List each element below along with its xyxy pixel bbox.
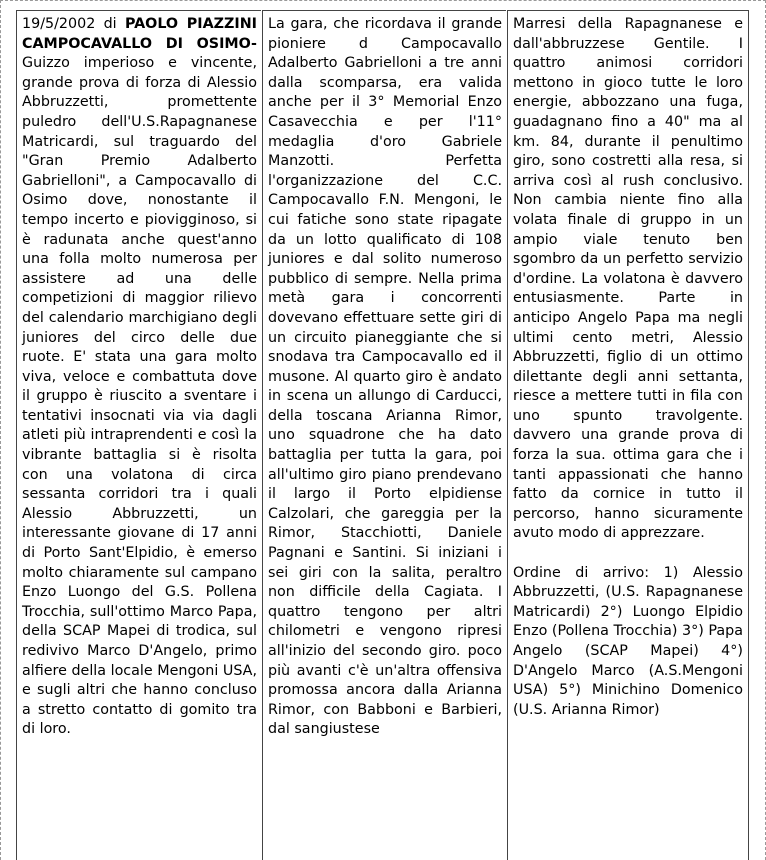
article-body-3: Marresi della Rapagnanese e dall'abbruzzese Gentile. I quattro animosi corridori mettono in gioco tutte le loro energie, abbozzano una fuga, guadagnano fino a 40" ma al km. 84, durante il penultimo giro, sono costretti alla resa, si arriva così al rush conclusivo. Non cambia niente fino alla volata finale di gruppo in un ampio viale tenuto ben sgombro da un perfetto servizio d'ordine. La volatona è davvero entusiasmente. Parte in anticipo Angelo Papa ma negli ultimi cento metri, Alessio Abbruzzetti, figlio di un ottimo dilettante degli anni settanta, riesce a mettere tutti in fila con uno spunto travolgente. davvero una grande prova di forza la sua. ottima gara che i tanti appassionati che hanno fatto da cornice in tutto il percorso, hanno sicuramente avuto modo di apprezzare. [513,16,743,542]
article-place: CAMPOCAVALLO DI OSIMO- [22,35,257,52]
article-body-2: La gara, che ricordava il grande pioniere d Campocavallo Adalberto Gabrielloni a tre anni dalla scomparsa, era valida anche per il 3° Memorial Enzo Casavecchia e per l'11° medaglia d'oro Gabriele Manzotti. Perfetta l'organizzazione del C.C. Campocavallo F.N. Mengoni, le cui fatiche sono state ripagate da un lotto qualificato di 108 juniores e dal solito numeroso pubblico di sempre. Nella prima metà gara i concorrenti dovevano effettuare sette giri di un circuito pianeggiante che si snodava tra Campocavallo ed il musone. Al quarto giro è andato in scena un allungo di Carducci, della toscana Arianna Rimor, uno squadrone che ha dato battaglia per tutta la gara, poi all'ultimo giro piano prendevano il largo il Porto elpidiense Calzolari, che gareggia per la Rimor, Stacchiotti, Daniele Pagnani e Santini. Si iniziani i sei giri con la salita, peraltro non difficile della Cagiata. I quattro tengono per altri chilometri e vengono ripresi all'inizio del secondo giro. poco più avanti c'è un'altra offensiva promossa ancora dalla Arianna Rimor, con Babboni e Barbieri, dal sangiustese [268,16,502,738]
article-body-1: Guizzo imperioso e vincente, grande prova di forza di Alessio Abbruzzetti, promettente puledro dell'U.S.Rapagnanese Matricardi, sul traguardo del "Gran Premio Adalberto Gabrielloni", a Campocavallo di Osimo dove, nonostante il tempo incerto e piovigginoso, si è radunata anche quest'anno una folla molto numerosa per assistere ad una delle competizioni di maggior rilievo del calendario marchigiano degli juniores del circo delle due ruote. E' stata una gara molto viva, veloce e combattuta dove il gruppo è riuscito a sventare i tentativi insocnati via via dagli atleti più intraprendenti e così la vibrante battaglia si è risolta con una volatona di circa sessanta corridori tra i quali Alessio Abbruzzetti, un interessante giovane di 17 anni di Porto Sant'Elpidio, è emerso molto chiaramente sul campano Enzo Luongo del G.S. Pollena Trocchia, sull'ottimo Marco Papa, della SCAP Mapei di trodica, sul redivivo Marco D'Angelo, primo alfiere della locale Mengoni USA, e sugli altri che hanno concluso a stretto contatto di gomito tra di loro. [22,55,257,738]
byline-word: di [103,16,117,32]
article-lead [22,15,257,740]
results-list: Ordine di arrivo: 1) Alessio Abbruzzetti, (U.S. Rapagnanese Matricardi) 2°) Luongo Elpidio Enzo (Pollena Trocchia) 3°) Papa Angelo (SCAP Mapei) 4°) D'Angelo Marco (A.S.Mengoni USA) 5°) Minichino Domenico (U.S. Arianna Rimor) [513,564,743,718]
article-author: PAOLO PIAZZINI [124,16,257,32]
article-column-3 [507,10,749,860]
article-column-1 [16,10,261,860]
article-column-2 [262,10,506,860]
article-date: 19/5/2002 [22,16,96,32]
